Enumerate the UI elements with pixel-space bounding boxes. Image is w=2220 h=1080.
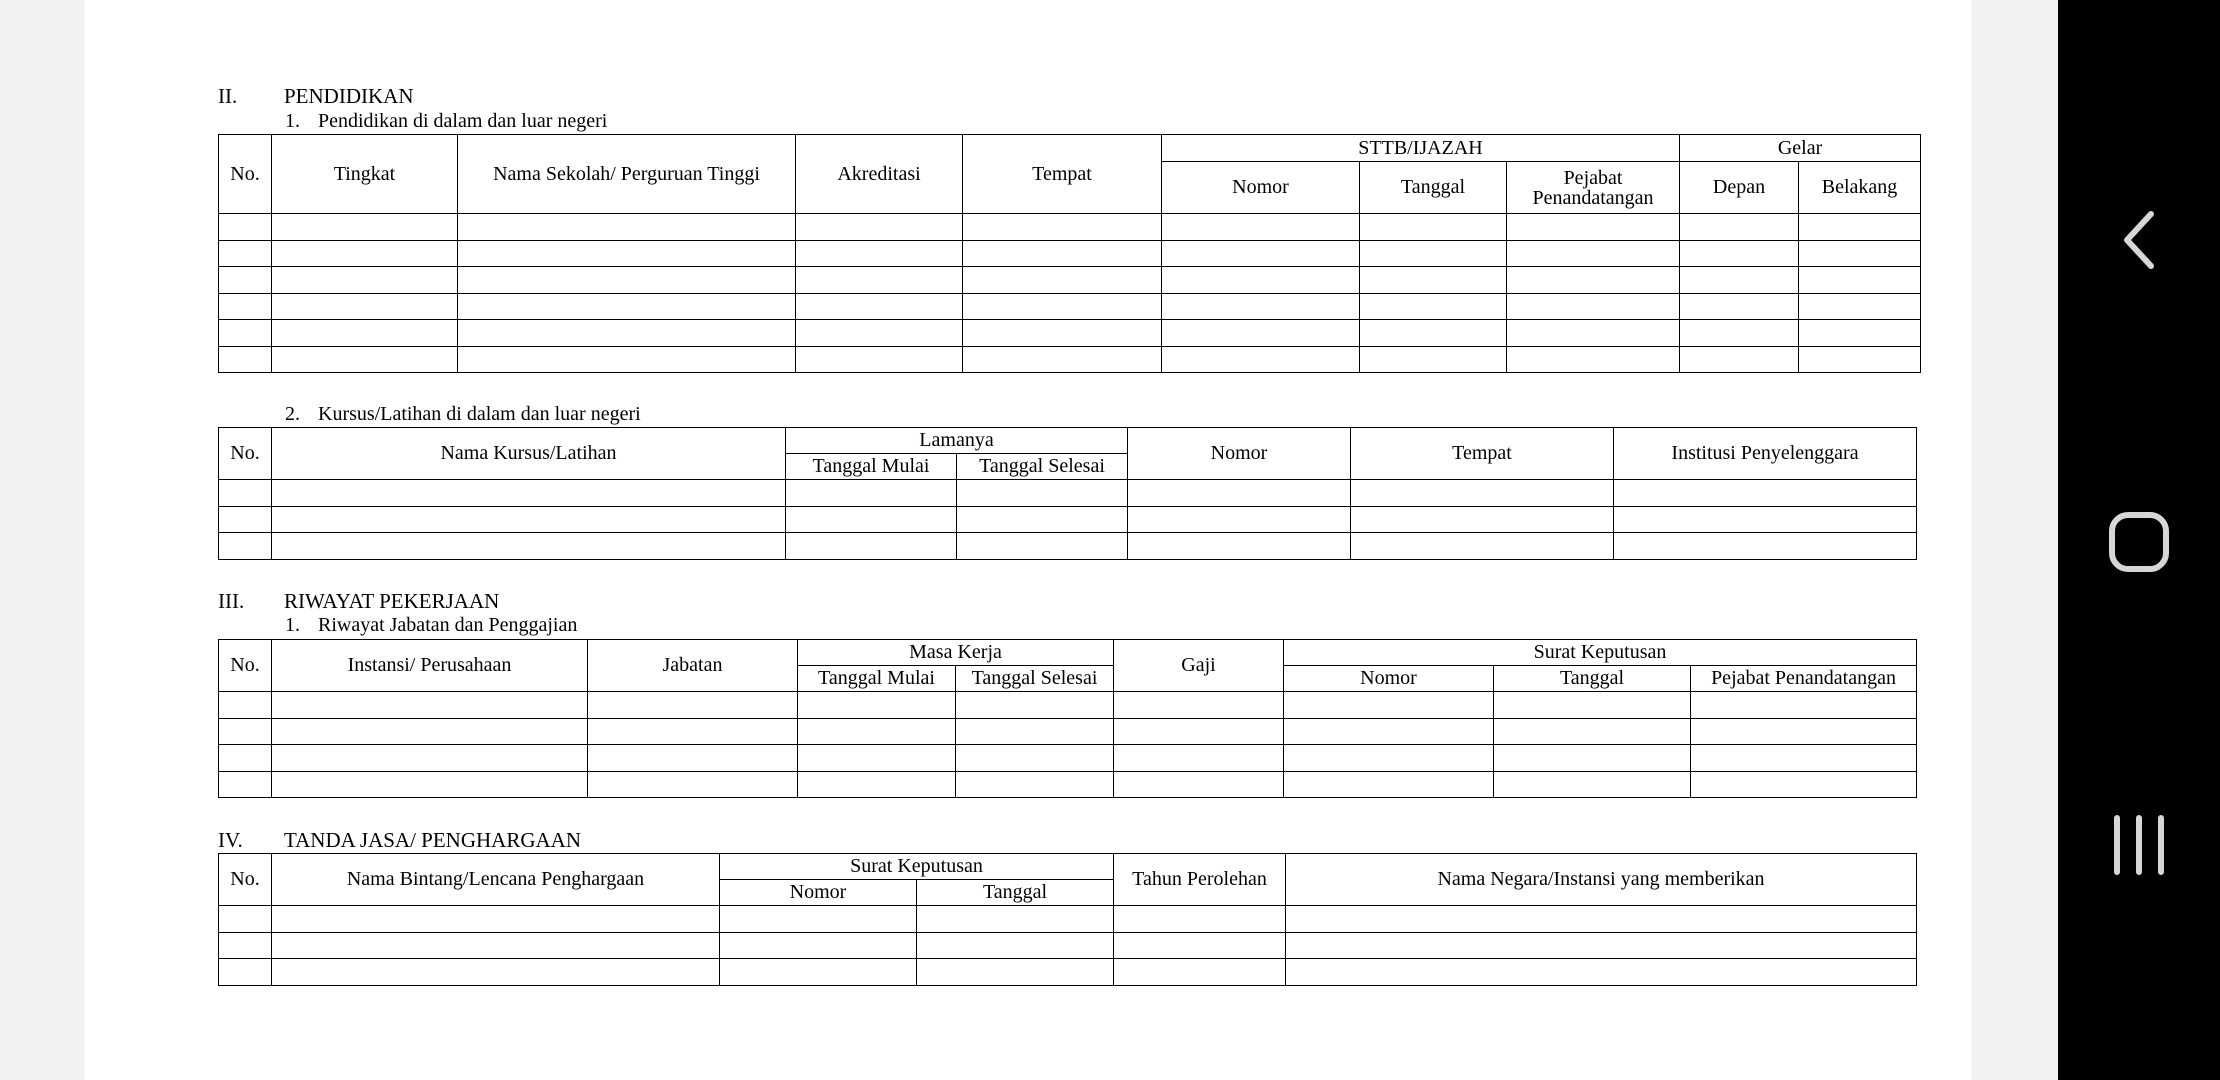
section-pendidikan-heading bbox=[218, 84, 414, 108]
header-tempat: Tempat bbox=[1351, 428, 1614, 480]
header-nomor: Nomor bbox=[1284, 666, 1494, 692]
section-number: II. bbox=[218, 84, 238, 108]
header-surat-keputusan: Surat Keputusan bbox=[720, 854, 1114, 880]
table-row bbox=[219, 745, 1917, 772]
subsection-title: Riwayat Jabatan dan Penggajian bbox=[318, 614, 578, 636]
table-row bbox=[219, 506, 1917, 533]
table-row bbox=[219, 906, 1917, 933]
header-tahun-perolehan: Tahun Perolehan bbox=[1114, 854, 1286, 906]
header-jabatan: Jabatan bbox=[588, 640, 798, 692]
table-row bbox=[219, 480, 1917, 507]
subsection-number: 1. bbox=[285, 110, 300, 132]
subsection-jabatan-heading bbox=[285, 614, 577, 636]
header-nama-kursus: Nama Kursus/Latihan bbox=[272, 428, 786, 480]
table-row bbox=[219, 533, 1917, 560]
header-gelar: Gelar bbox=[1680, 135, 1921, 162]
three-bars-icon bbox=[2111, 814, 2167, 876]
header-nomor: Nomor bbox=[720, 880, 917, 906]
table-row bbox=[219, 214, 1921, 241]
table-row bbox=[219, 771, 1917, 798]
header-nomor: Nomor bbox=[1162, 162, 1360, 214]
subsection-title: Pendidikan di dalam dan luar negeri bbox=[318, 110, 608, 132]
table-row bbox=[219, 240, 1921, 267]
table-kursus bbox=[218, 427, 1917, 560]
header-tanggal: Tanggal bbox=[1494, 666, 1691, 692]
table-row bbox=[219, 320, 1921, 347]
recent-apps-button[interactable] bbox=[2058, 775, 2220, 915]
subsection-number: 1. bbox=[285, 614, 300, 636]
header-tanggal-mulai: Tanggal Mulai bbox=[798, 666, 956, 692]
table-row bbox=[219, 718, 1917, 745]
table-riwayat-jabatan bbox=[218, 639, 1917, 798]
header-lamanya: Lamanya bbox=[786, 428, 1128, 454]
subsection-title: Kursus/Latihan di dalam dan luar negeri bbox=[318, 403, 641, 425]
header-nomor: Nomor bbox=[1128, 428, 1351, 480]
header-belakang: Belakang bbox=[1799, 162, 1921, 214]
header-tanggal: Tanggal bbox=[917, 880, 1114, 906]
home-button[interactable] bbox=[2058, 472, 2220, 612]
header-sttb-ijazah: STTB/IJAZAH bbox=[1162, 135, 1680, 162]
header-gaji: Gaji bbox=[1114, 640, 1284, 692]
header-no: No. bbox=[219, 135, 272, 214]
header-tanggal-selesai: Tanggal Selesai bbox=[957, 454, 1128, 480]
section-number: III. bbox=[218, 589, 245, 613]
header-masa-kerja: Masa Kerja bbox=[798, 640, 1114, 666]
header-surat-keputusan: Surat Keputusan bbox=[1284, 640, 1917, 666]
header-institusi: Institusi Penyelenggara bbox=[1614, 428, 1917, 480]
subsection-pendidikan-heading bbox=[285, 110, 607, 132]
back-button[interactable] bbox=[2058, 170, 2220, 310]
section-number: IV. bbox=[218, 828, 243, 852]
subsection-number: 2. bbox=[285, 403, 300, 425]
header-akreditasi: Akreditasi bbox=[796, 135, 963, 214]
header-no: No. bbox=[219, 428, 272, 480]
document-page bbox=[84, 0, 1972, 1080]
table-row bbox=[219, 959, 1917, 986]
header-nama-bintang: Nama Bintang/Lencana Penghargaan bbox=[272, 854, 720, 906]
rounded-square-icon bbox=[2108, 511, 2170, 573]
table-pendidikan bbox=[218, 134, 1921, 373]
header-nama-sekolah: Nama Sekolah/ Perguruan Tinggi bbox=[458, 135, 796, 214]
header-no: No. bbox=[219, 854, 272, 906]
table-row bbox=[219, 267, 1921, 294]
table-row bbox=[219, 692, 1917, 719]
header-tanggal-selesai: Tanggal Selesai bbox=[956, 666, 1114, 692]
header-pejabat: Pejabat Penandatangan bbox=[1691, 666, 1917, 692]
header-pejabat: Pejabat Penandatangan bbox=[1507, 162, 1680, 214]
section-title: TANDA JASA/ PENGHARGAAN bbox=[284, 828, 582, 852]
header-nama-negara: Nama Negara/Instansi yang memberikan bbox=[1286, 854, 1917, 906]
table-row bbox=[219, 293, 1921, 320]
section-pekerjaan-heading bbox=[218, 589, 499, 613]
header-tanggal-mulai: Tanggal Mulai bbox=[786, 454, 957, 480]
header-depan: Depan bbox=[1680, 162, 1799, 214]
table-tanda-jasa bbox=[218, 853, 1917, 986]
header-tingkat: Tingkat bbox=[272, 135, 458, 214]
table-row bbox=[219, 932, 1917, 959]
subsection-kursus-heading bbox=[285, 403, 641, 425]
header-no: No. bbox=[219, 640, 272, 692]
header-tanggal: Tanggal bbox=[1360, 162, 1507, 214]
table-row bbox=[219, 346, 1921, 373]
section-title: PENDIDIKAN bbox=[284, 84, 414, 108]
section-title: RIWAYAT PEKERJAAN bbox=[284, 589, 500, 613]
navigation-bar bbox=[2058, 0, 2220, 1080]
header-instansi: Instansi/ Perusahaan bbox=[272, 640, 588, 692]
section-tanda-jasa-heading bbox=[218, 828, 581, 852]
chevron-left-icon bbox=[2119, 210, 2159, 270]
header-tempat: Tempat bbox=[963, 135, 1162, 214]
